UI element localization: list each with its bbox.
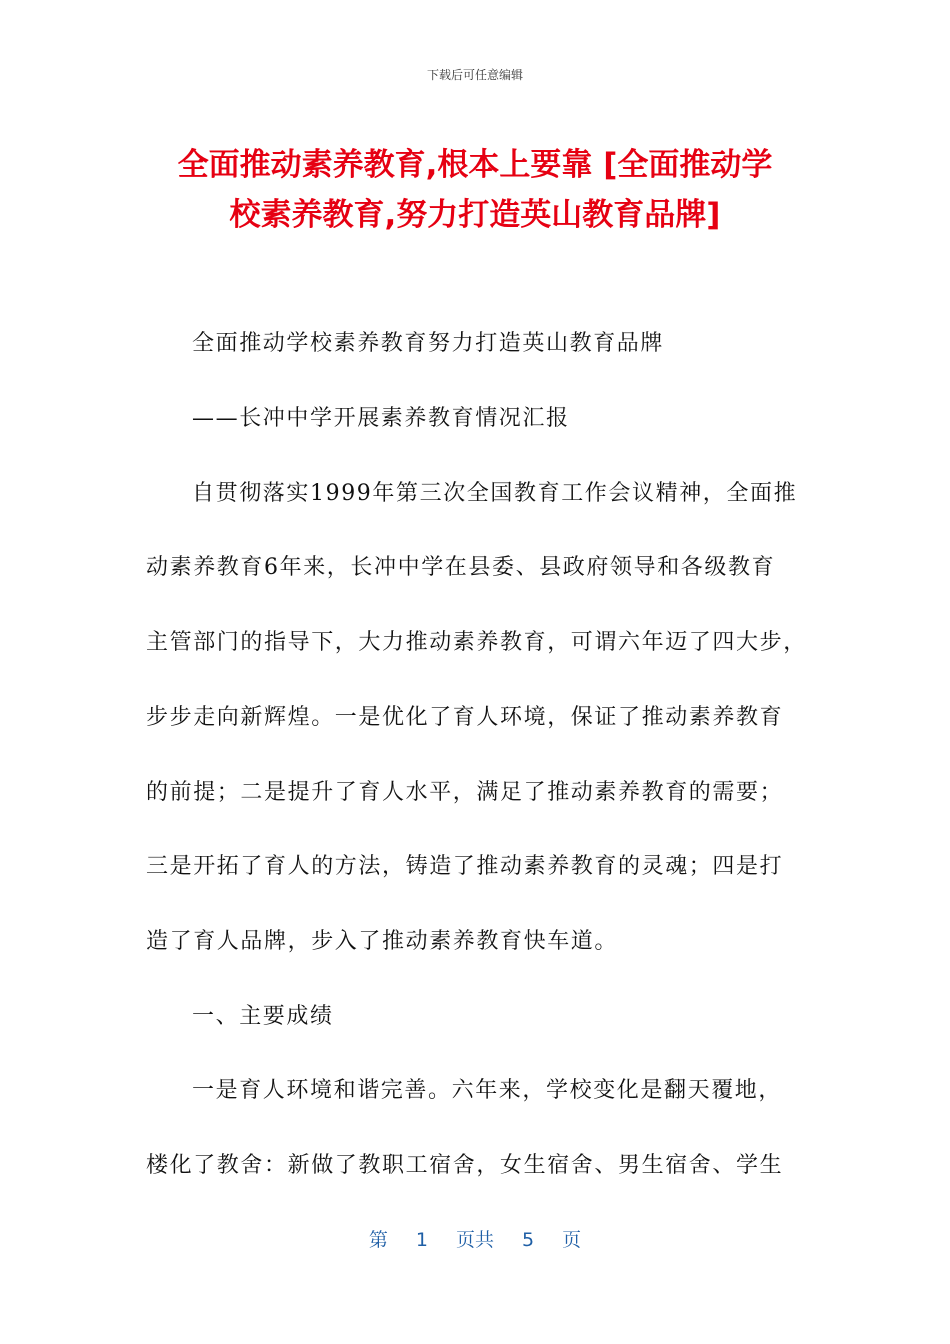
body-line: 的前提；二是提升了育人水平，满足了推动素养教育的需要； bbox=[146, 780, 784, 805]
footer-total-label: 页共 bbox=[455, 1229, 494, 1251]
body-line: 主管部门的指导下，大力推动素养教育，可谓六年迈了四大步， bbox=[146, 630, 807, 655]
document-title bbox=[140, 140, 810, 240]
title-line-2: 校素养教育,努力打造英山教育品牌] bbox=[229, 197, 721, 233]
body-line: 自贯彻落实1999年第三次全国教育工作会议精神，全面推 bbox=[192, 481, 798, 506]
footer-suffix: 页 bbox=[562, 1229, 582, 1251]
body-line: 全面推动学校素养教育努力打造英山教育品牌 bbox=[192, 331, 665, 356]
body-line: 三是开拓了育人的方法，铸造了推动素养教育的灵魂；四是打 bbox=[146, 854, 784, 879]
footer-total-number: 5 bbox=[522, 1229, 535, 1251]
footer-page-label: 第 bbox=[368, 1229, 388, 1251]
body-line: ——长冲中学开展素养教育情况汇报 bbox=[192, 406, 570, 431]
body-line: 楼化了教舍：新做了教职工宿舍，女生宿舍、男生宿舍、学生 bbox=[146, 1153, 784, 1178]
body-line: 一是育人环境和谐完善。六年来，学校变化是翻天覆地， bbox=[192, 1078, 783, 1103]
footer-page-number: 1 bbox=[415, 1229, 428, 1251]
section-heading: 一、主要成绩 bbox=[192, 1004, 334, 1029]
page-footer bbox=[0, 1225, 950, 1252]
body-line: 造了育人品牌，步入了推动素养教育快车道。 bbox=[146, 929, 619, 954]
title-line-1: 全面推动素养教育,根本上要靠 [全面推动学 bbox=[177, 147, 773, 183]
page-header-note: 下载后可任意编辑 bbox=[426, 68, 523, 82]
body-line: 步步走向新辉煌。一是优化了育人环境，保证了推动素养教育 bbox=[146, 705, 784, 730]
body-line: 动素养教育6年来，长冲中学在县委、县政府领导和各级教育 bbox=[146, 555, 776, 580]
